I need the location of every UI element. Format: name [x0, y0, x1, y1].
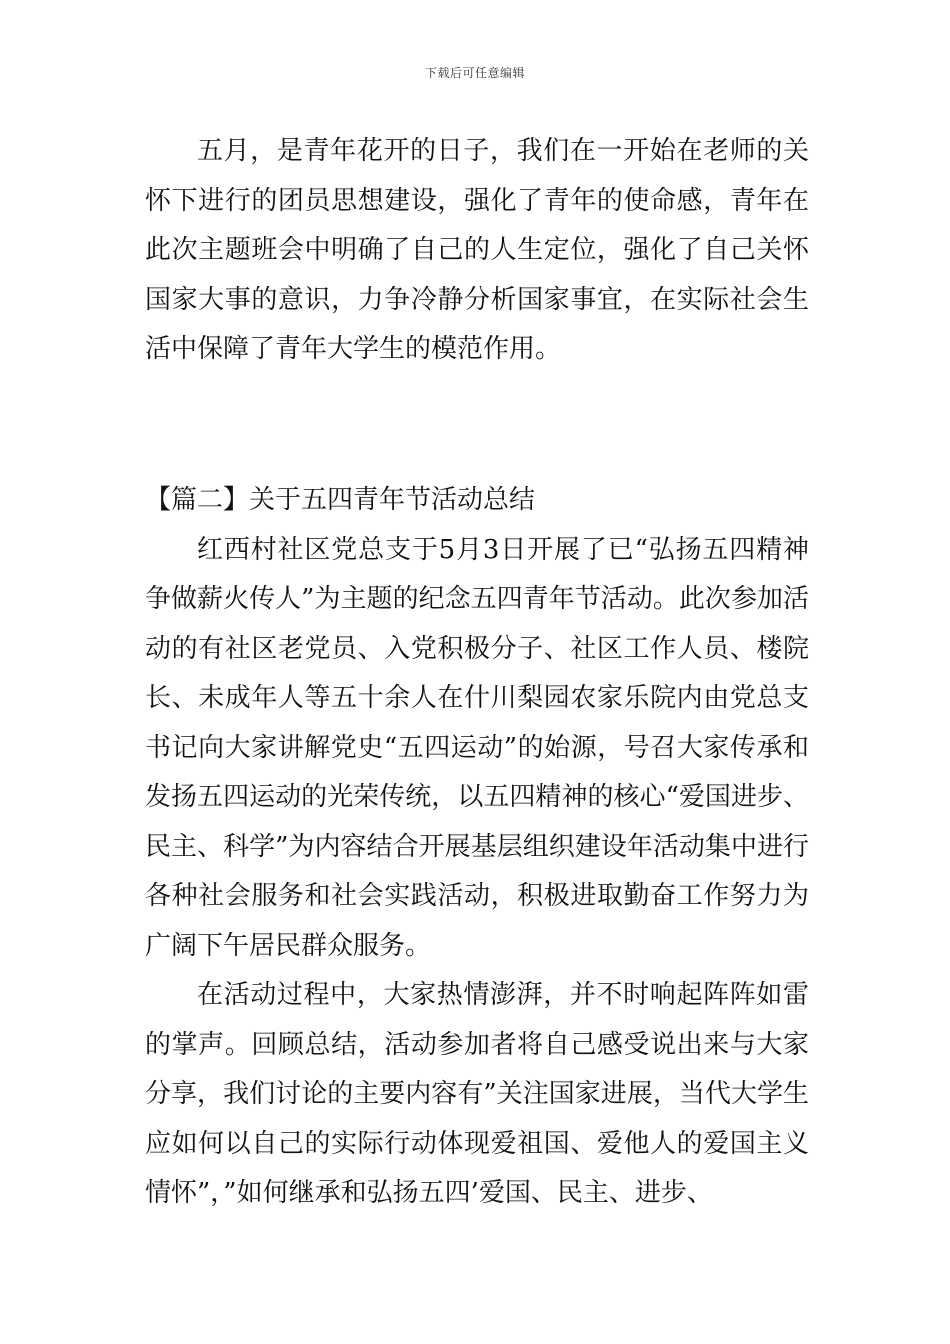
page-header-note: 下载后可任意编辑 — [424, 66, 525, 80]
section-title: 【篇二】关于五四青年节活动总结 — [145, 485, 536, 515]
paragraph-event-process: 在活动过程中，大家热情澎湃，并不时响起阵阵如雷的掌声。回顾总结，活动参加者将自己感受说出来与大家分享，我们讨论的主要内容有”关注国家进展，当代大学生应如何以自己的实际行动体现爱祖国、爱他人的爱国主义情怀”，”如何继承和弘扬五四’爱国、民主、进步、 — [145, 980, 809, 1208]
paragraph-community-event: 红西村社区党总支于5月3日开展了已“弘扬五四精神争做薪火传人”为主题的纪念五四青年节活动。此次参加活动的有社区老党员、入党积极分子、社区工作人员、楼院长、未成年人等五十余人在什川梨园农家乐院内由党总支书记向大家讲解党史“五四运动”的始源，号召大家传承和发扬五四运动的光荣传统，以五四精神的核心“爱国进步、民主、科学”为内容结合开展基层组织建设年活动集中进行各种社会服务和社会实践活动，积极进取勤奋工作努力为广阔下午居民群众服务。 — [145, 534, 809, 961]
paragraph-may-youth: 五月，是青年花开的日子，我们在一开始在老师的关怀下进行的团员思想建设，强化了青年的使命感，青年在此次主题班会中明确了自己的人生定位，强化了自己关怀国家大事的意识，力争冷静分析国家事宜，在实际社会生活中保障了青年大学生的模范作用。 — [145, 136, 809, 364]
text-block-top — [145, 127, 809, 375]
text-block-section-two — [145, 476, 809, 1219]
